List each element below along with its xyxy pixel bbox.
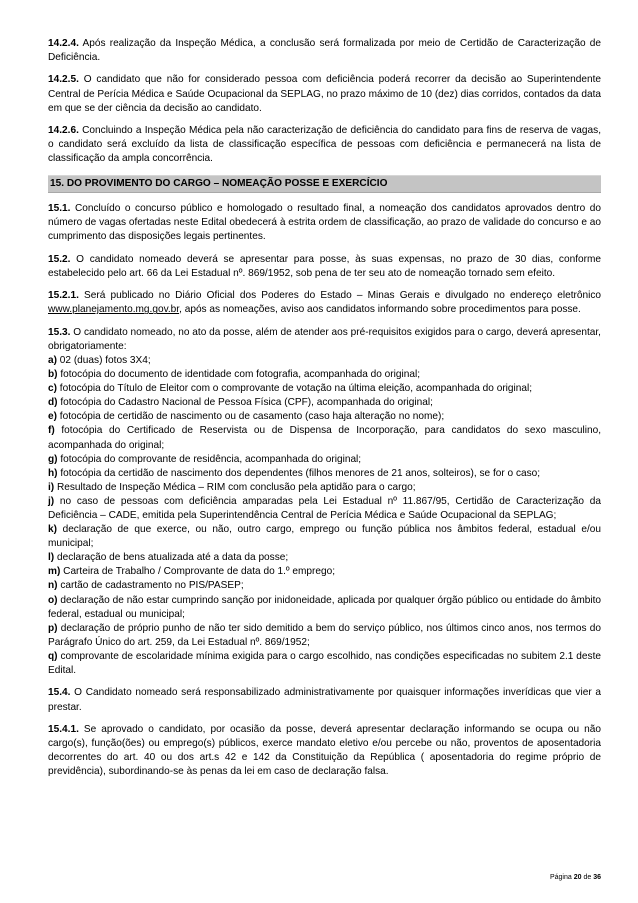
paragraph-15-2 bbox=[48, 253, 601, 281]
item-number: 15.3. bbox=[48, 326, 71, 338]
paragraph-14-2-5 bbox=[48, 73, 601, 115]
requirement-item bbox=[48, 579, 601, 593]
requirement-item bbox=[48, 467, 601, 481]
requirement-text: declaração de próprio punho de não ter sido demitido a bem do serviço público, nos últimos cinco anos, nos termos do Parágrafo Único do art. 259, da Lei Estadual nº. 869/1952; bbox=[48, 622, 601, 648]
paragraph-text: Será publicado no Diário Oficial dos Poderes do Estado – Minas Gerais e divulgado no endereço eletrônico bbox=[78, 290, 601, 302]
requirement-letter: l) bbox=[48, 552, 55, 564]
paragraph-15-2-1 bbox=[48, 289, 601, 317]
requirement-text: Resultado de Inspeção Médica – RIM com conclusão pela aptidão para o cargo; bbox=[54, 481, 416, 493]
requirement-item bbox=[48, 594, 601, 622]
paragraph-text: O candidato nomeado deverá se apresentar para posse, às suas expensas, no prazo de 30 dias, conforme estabelecido pelo art. 66 da Lei Estadual nº. 869/1952, sob pena de ter seu ato de nomeação tornado sem efeito. bbox=[48, 253, 601, 279]
document-page bbox=[48, 37, 601, 779]
requirement-letter: j) bbox=[48, 495, 55, 507]
requirement-text: fotocópia de certidão de nascimento ou de casamento (caso haja alteração no nome); bbox=[56, 411, 445, 423]
paragraph-14-2-4 bbox=[48, 37, 601, 65]
paragraph-15-3 bbox=[48, 326, 601, 678]
requirement-text: fotocópia do comprovante de residência, acompanhada do original; bbox=[57, 453, 362, 465]
page-footer bbox=[0, 874, 601, 881]
item-number: 15.1. bbox=[48, 203, 71, 215]
requirement-item bbox=[48, 368, 601, 382]
requirement-text: fotocópia do Certificado de Reservista ou de Dispensa de Incorporação, para candidatos do sexo masculino, acompanhada do original; bbox=[48, 425, 601, 451]
item-number: 15.4. bbox=[48, 687, 71, 699]
requirement-text: comprovante de escolaridade mínima exigida para o cargo escolhido, nas condições especificadas no subitem 2.1 deste Edital. bbox=[48, 650, 601, 677]
requirement-item bbox=[48, 481, 601, 495]
requirement-item bbox=[48, 424, 601, 452]
paragraph-text: Se aprovado o candidato, por ocasião da posse, deverá apresentar declaração informando se ocupa ou não cargo(s), função(ões) ou emprego(s) públicos, exerce mandato eletivo e/ou percebe ou não, proventos de aposentadoria decorrentes do art. 40 ou dos art.s 42 e 142 da Constituição da República ( aposentadoria do regime próprio de previdência), subordinando-se às penas da lei em caso de declaração falsa. bbox=[48, 723, 601, 778]
requirement-text: declaração de não estar cumprindo sanção por inidoneidade, aplicada por qualquer órgão público ou entidade do âmbito federal, estadual ou municipal; bbox=[48, 594, 601, 620]
paragraph-15-1 bbox=[48, 202, 601, 244]
requirement-letter: h) bbox=[48, 467, 58, 479]
requirement-letter: o) bbox=[48, 594, 58, 606]
requirement-item bbox=[48, 382, 601, 396]
document-requirements-list bbox=[48, 354, 601, 678]
requirement-text: fotocópia do Título de Eleitor com o comprovante de votação na última eleição, acompanhada do original; bbox=[56, 383, 533, 395]
paragraph-text: Concluído o concurso público e homologado o resultado final, a nomeação dos candidatos aprovados dentro do número de vagas ofertadas neste Edital obedecerá à estrita ordem de classificação, ao prazo de validade do concurso e ao cumprimento das disposições legais pertinentes. bbox=[48, 203, 601, 243]
current-page-number: 20 bbox=[573, 874, 582, 881]
requirement-letter: d) bbox=[48, 397, 58, 409]
requirement-text: declaração de bens atualizada até a data da posse; bbox=[54, 552, 289, 564]
requirement-item bbox=[48, 551, 601, 565]
item-number: 14.2.6. bbox=[48, 125, 79, 137]
paragraph-15-4-1 bbox=[48, 723, 601, 779]
paragraph-15-4 bbox=[48, 686, 601, 714]
requirement-item bbox=[48, 396, 601, 410]
requirement-item bbox=[48, 565, 601, 579]
planejamento-website-link[interactable]: www.planejamento.mg.gov.br bbox=[48, 304, 180, 316]
requirement-text: fotocópia da certidão de nascimento dos dependentes (filhos menores de 21 anos, solteiros), se for o caso; bbox=[57, 467, 541, 479]
requirement-letter: g) bbox=[48, 453, 58, 465]
requirement-text: fotocópia do Cadastro Nacional de Pessoa Física (CPF), acompanhada do original; bbox=[57, 397, 433, 409]
section-heading-15: 15. DO PROVIMENTO DO CARGO – NOMEAÇÃO POSSE E EXERCÍCIO bbox=[48, 175, 601, 193]
requirement-item bbox=[48, 453, 601, 467]
requirement-text: no caso de pessoas com deficiência amparadas pela Lei Estadual nº 11.867/95, Certidão de Caracterização da Deficiência – CADE, emitida pela Superintendência Central de Perícia Médica e Saúde Ocupacional da SEPLAG; bbox=[48, 495, 601, 521]
paragraph-text: Após realização da Inspeção Médica, a conclusão será formalizada por meio de Certidão de Caracterização de Deficiência. bbox=[48, 38, 601, 64]
item-number: 14.2.5. bbox=[48, 74, 79, 86]
requirement-item bbox=[48, 650, 601, 678]
requirement-item bbox=[48, 354, 601, 368]
item-number: 14.2.4. bbox=[48, 38, 79, 49]
requirement-item bbox=[48, 622, 601, 650]
requirement-text: Carteira de Trabalho / Comprovante de data do 1.º emprego; bbox=[60, 566, 336, 578]
item-number: 15.4.1. bbox=[48, 723, 79, 735]
requirement-text: fotocópia do documento de identidade com fotografia, acompanhada do original; bbox=[57, 369, 421, 381]
requirement-letter: p) bbox=[48, 622, 58, 634]
paragraph-14-2-6 bbox=[48, 124, 601, 166]
requirement-letter: c) bbox=[48, 383, 57, 395]
requirement-letter: k) bbox=[48, 524, 57, 536]
requirement-letter: a) bbox=[48, 354, 57, 366]
requirement-letter: m) bbox=[48, 566, 61, 578]
requirement-text: 02 (duas) fotos 3X4; bbox=[56, 354, 151, 366]
page-label: Página bbox=[549, 874, 574, 881]
requirement-letter: b) bbox=[48, 369, 58, 381]
requirement-text: cartão de cadastramento no PIS/PASEP; bbox=[57, 580, 244, 592]
requirement-item bbox=[48, 523, 601, 551]
item-number: 15.2.1. bbox=[48, 290, 79, 302]
requirement-item bbox=[48, 495, 601, 523]
paragraph-text: , após as nomeações, aviso aos candidatos informando sobre procedimentos para posse. bbox=[179, 304, 581, 316]
requirement-letter: i) bbox=[48, 481, 55, 493]
paragraph-text: Concluindo a Inspeção Médica pela não caracterização de deficiência do candidato para fins de reserva de vagas, o candidato será excluído da lista de classificação específica de pessoas com deficiência e permanecerá na lista de classificação da ampla concorrência. bbox=[48, 125, 601, 165]
page-separator: de bbox=[581, 874, 594, 881]
requirement-letter: f) bbox=[48, 425, 55, 437]
paragraph-text: O candidato que não for considerado pessoa com deficiência poderá recorrer da decisão ao Superintendente Central de Perícia Médica e Saúde Ocupacional da SEPLAG, no prazo máximo de 10 (dez) dias corridos, contados da data em que se der ciência da decisão ao candidato. bbox=[48, 74, 601, 114]
total-pages: 36 bbox=[593, 874, 601, 881]
requirement-letter: q) bbox=[48, 650, 58, 662]
paragraph-text: O candidato nomeado, no ato da posse, além de atender aos pré-requisitos exigidos para o cargo, deverá apresentar, obrigatoriamente: bbox=[48, 326, 601, 352]
requirement-text: declaração de que exerce, ou não, outro cargo, emprego ou função pública nos âmbitos federal, estadual e/ou municipal; bbox=[48, 524, 601, 550]
paragraph-text: O Candidato nomeado será responsabilizado administrativamente por quaisquer informações inverídicas que vier a prestar. bbox=[48, 687, 601, 713]
requirement-item bbox=[48, 410, 601, 424]
requirement-letter: n) bbox=[48, 580, 58, 592]
item-number: 15.2. bbox=[48, 253, 71, 265]
requirement-letter: e) bbox=[48, 411, 57, 423]
